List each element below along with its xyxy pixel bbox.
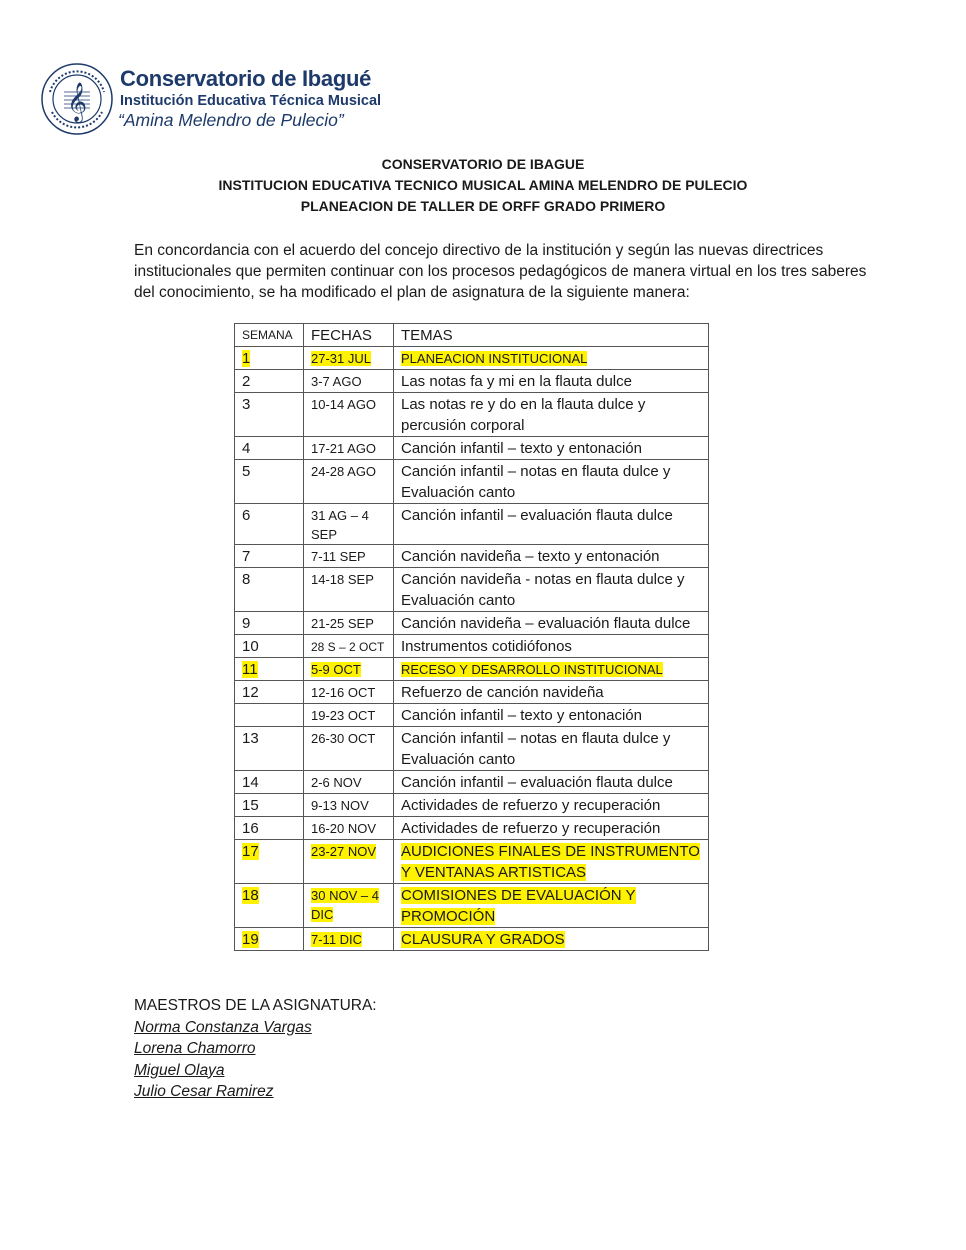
table-row [235, 840, 709, 884]
cell-semana [235, 568, 304, 612]
svg-text:𝄞: 𝄞 [66, 82, 88, 122]
cell-fechas-text: 10-14 AGO [311, 397, 377, 412]
cell-fechas-text: 24-28 AGO [311, 464, 377, 479]
table-row [235, 727, 709, 771]
table-row [235, 568, 709, 612]
cell-fechas [304, 568, 394, 612]
teacher-name: Lorena Chamorro [134, 1040, 256, 1057]
cell-semana-text: 1 [242, 350, 251, 367]
cell-semana-text: 18 [242, 887, 259, 904]
cell-temas-text: Canción navideña – texto y entonación [401, 548, 660, 565]
cell-semana [235, 545, 304, 568]
table-row [235, 681, 709, 704]
teachers-label: MAESTROS DE LA ASIGNATURA: [134, 997, 377, 1014]
cell-temas-text: COMISIONES DE EVALUACIÓN Y PROMOCIÓN [401, 887, 636, 925]
cell-semana [235, 928, 304, 951]
intro-line: En concordancia con el acuerdo del concejo directivo de la institución y según las nuevas directrices [134, 242, 824, 259]
cell-temas [394, 727, 709, 771]
table-row [235, 658, 709, 681]
cell-fechas [304, 370, 394, 393]
cell-fechas-text: 27-31 JUL [311, 351, 371, 366]
cell-fechas [304, 460, 394, 504]
table-row [235, 635, 709, 658]
cell-semana [235, 504, 304, 545]
cell-fechas [304, 884, 394, 928]
cell-semana-text: 8 [242, 571, 251, 588]
cell-fechas [304, 704, 394, 727]
cell-temas-text: Las notas fa y mi en la flauta dulce [401, 373, 632, 390]
cell-semana [235, 771, 304, 794]
table-row [235, 794, 709, 817]
cell-semana-text: 16 [242, 820, 259, 837]
cell-semana [235, 612, 304, 635]
cell-fechas [304, 437, 394, 460]
teachers-section [134, 995, 377, 1103]
table-row [235, 437, 709, 460]
cell-temas [394, 817, 709, 840]
cell-fechas [304, 635, 394, 658]
cell-fechas-text: 19-23 OCT [311, 708, 376, 723]
cell-semana-text: 2 [242, 373, 251, 390]
cell-semana-text: 10 [242, 638, 259, 655]
cell-temas [394, 681, 709, 704]
table-header-row [235, 324, 709, 347]
cell-temas [394, 928, 709, 951]
cell-semana [235, 794, 304, 817]
cell-fechas [304, 727, 394, 771]
cell-temas-text: Canción navideña – evaluación flauta dulce [401, 615, 691, 632]
cell-temas [394, 460, 709, 504]
cell-temas-text: Actividades de refuerzo y recuperación [401, 820, 661, 837]
cell-fechas-text: 31 AG – 4 SEP [311, 508, 369, 542]
cell-temas-text: Canción infantil – notas en flauta dulce y Evaluación canto [401, 463, 671, 501]
table-row [235, 817, 709, 840]
teacher-name: Julio Cesar Ramirez [134, 1083, 274, 1100]
table-row [235, 370, 709, 393]
cell-temas-text: Instrumentos cotidiófonos [401, 638, 572, 655]
cell-temas [394, 884, 709, 928]
cell-fechas [304, 840, 394, 884]
cell-semana [235, 370, 304, 393]
cell-semana-text: 6 [242, 507, 251, 524]
table-row [235, 393, 709, 437]
cell-temas-text: Canción infantil – texto y entonación [401, 440, 642, 457]
cell-temas-text: AUDICIONES FINALES DE INSTRUMENTO Y VENTANAS ARTISTICAS [401, 843, 700, 881]
cell-semana-text: 11 [242, 661, 258, 678]
cell-semana [235, 681, 304, 704]
cell-semana [235, 840, 304, 884]
heading-line: PLANEACION DE TALLER DE ORFF GRADO PRIMERO [300, 198, 666, 214]
cell-semana-text: 4 [242, 440, 251, 457]
schedule-table [234, 323, 709, 951]
header-temas: TEMAS [394, 324, 709, 347]
cell-semana [235, 460, 304, 504]
cell-temas-text: Actividades de refuerzo y recuperación [401, 797, 661, 814]
cell-temas [394, 393, 709, 437]
cell-semana [235, 437, 304, 460]
institution-logo [40, 62, 382, 138]
cell-temas [394, 545, 709, 568]
cell-semana-text: 3 [242, 396, 251, 413]
cell-temas-text: Refuerzo de canción navideña [401, 684, 604, 701]
document-heading [0, 154, 966, 217]
table-row [235, 612, 709, 635]
table-row [235, 771, 709, 794]
cell-fechas [304, 545, 394, 568]
cell-fechas [304, 393, 394, 437]
table-row [235, 504, 709, 545]
cell-fechas-text: 3-7 AGO [311, 374, 362, 389]
cell-semana-text: 15 [242, 797, 259, 814]
cell-temas-text: Canción infantil – texto y entonación [401, 707, 642, 724]
cell-semana [235, 817, 304, 840]
cell-fechas-text: 5-9 OCT [311, 662, 361, 677]
cell-semana [235, 704, 304, 727]
cell-temas [394, 840, 709, 884]
cell-fechas-text: 28 S – 2 OCT [311, 640, 385, 654]
cell-fechas [304, 347, 394, 370]
cell-temas-text: Canción infantil – evaluación flauta dulce [401, 507, 673, 524]
cell-fechas-text: 30 NOV – 4 DIC [311, 888, 379, 922]
cell-semana [235, 884, 304, 928]
header-fechas: FECHAS [304, 324, 394, 347]
cell-temas-text: Las notas re y do en la flauta dulce y percusión corporal [401, 396, 646, 434]
cell-temas [394, 437, 709, 460]
cell-temas [394, 504, 709, 545]
logo-tagline: “Amina Melendro de Pulecio” [118, 110, 344, 130]
cell-fechas [304, 794, 394, 817]
cell-fechas-text: 7-11 DIC [311, 932, 363, 947]
table-row [235, 704, 709, 727]
heading-line: INSTITUCION EDUCATIVA TECNICO MUSICAL AMINA MELENDRO DE PULECIO [218, 177, 748, 193]
cell-fechas [304, 928, 394, 951]
cell-fechas-text: 12-16 OCT [311, 685, 376, 700]
cell-semana-text: 9 [242, 615, 251, 632]
cell-semana [235, 347, 304, 370]
cell-semana [235, 393, 304, 437]
cell-temas [394, 370, 709, 393]
cell-fechas-text: 14-18 SEP [311, 572, 374, 587]
cell-semana-text: 12 [242, 684, 259, 701]
cell-temas [394, 794, 709, 817]
cell-temas-text: Canción navideña - notas en flauta dulce y Evaluación canto [401, 571, 685, 609]
teacher-name: Norma Constanza Vargas [134, 1018, 312, 1036]
intro-line: institucionales que permiten continuar con los procesos pedagógicos de manera virtual en los tres saberes [134, 263, 867, 280]
cell-semana-text: 14 [242, 774, 259, 791]
cell-temas [394, 771, 709, 794]
cell-semana [235, 658, 304, 681]
cell-temas-text: Canción infantil – notas en flauta dulce y Evaluación canto [401, 730, 671, 768]
header-semana: SEMANA [235, 324, 304, 347]
cell-temas-text: Canción infantil – evaluación flauta dulce [401, 774, 673, 791]
cell-temas [394, 635, 709, 658]
cell-fechas-text: 2-6 NOV [311, 775, 362, 790]
cell-temas [394, 612, 709, 635]
cell-fechas [304, 681, 394, 704]
cell-fechas-text: 16-20 NOV [311, 821, 377, 836]
cell-temas [394, 658, 709, 681]
cell-fechas-text: 23-27 NOV [311, 844, 377, 859]
cell-fechas [304, 658, 394, 681]
cell-temas-text: CLAUSURA Y GRADOS [401, 931, 565, 948]
cell-temas-text: PLANEACION INSTITUCIONAL [401, 351, 588, 366]
cell-semana-text: 5 [242, 463, 251, 480]
cell-semana-text: 7 [242, 548, 251, 565]
logo-name: Conservatorio de Ibagué [120, 66, 372, 91]
cell-semana [235, 635, 304, 658]
cell-semana-text: 19 [242, 931, 259, 948]
cell-temas [394, 568, 709, 612]
table-row [235, 884, 709, 928]
cell-fechas [304, 771, 394, 794]
heading-line: CONSERVATORIO DE IBAGUE [381, 156, 585, 172]
logo-subtitle: Institución Educativa Técnica Musical [120, 93, 382, 109]
table-row [235, 460, 709, 504]
teacher-name: Miguel Olaya [134, 1061, 225, 1079]
schedule-body [235, 347, 709, 951]
cell-temas [394, 704, 709, 727]
cell-temas [394, 347, 709, 370]
table-row [235, 545, 709, 568]
intro-paragraph [134, 240, 894, 303]
cell-fechas-text: 26-30 OCT [311, 731, 376, 746]
cell-semana-text: 17 [242, 843, 259, 860]
cell-fechas [304, 612, 394, 635]
intro-line: del conocimiento, se ha modificado el plan de asignatura de la siguiente manera: [134, 284, 690, 301]
cell-semana-text: 13 [242, 730, 259, 747]
cell-temas-text: RECESO Y DESARROLLO INSTITUCIONAL [401, 662, 663, 677]
table-row [235, 928, 709, 951]
cell-fechas [304, 817, 394, 840]
treble-clef-seal-icon [40, 62, 114, 136]
cell-fechas-text: 21-25 SEP [311, 616, 374, 631]
cell-semana [235, 727, 304, 771]
cell-fechas-text: 17-21 AGO [311, 441, 377, 456]
table-row [235, 347, 709, 370]
cell-fechas-text: 9-13 NOV [311, 798, 369, 813]
cell-fechas-text: 7-11 SEP [311, 549, 366, 564]
cell-fechas [304, 504, 394, 545]
